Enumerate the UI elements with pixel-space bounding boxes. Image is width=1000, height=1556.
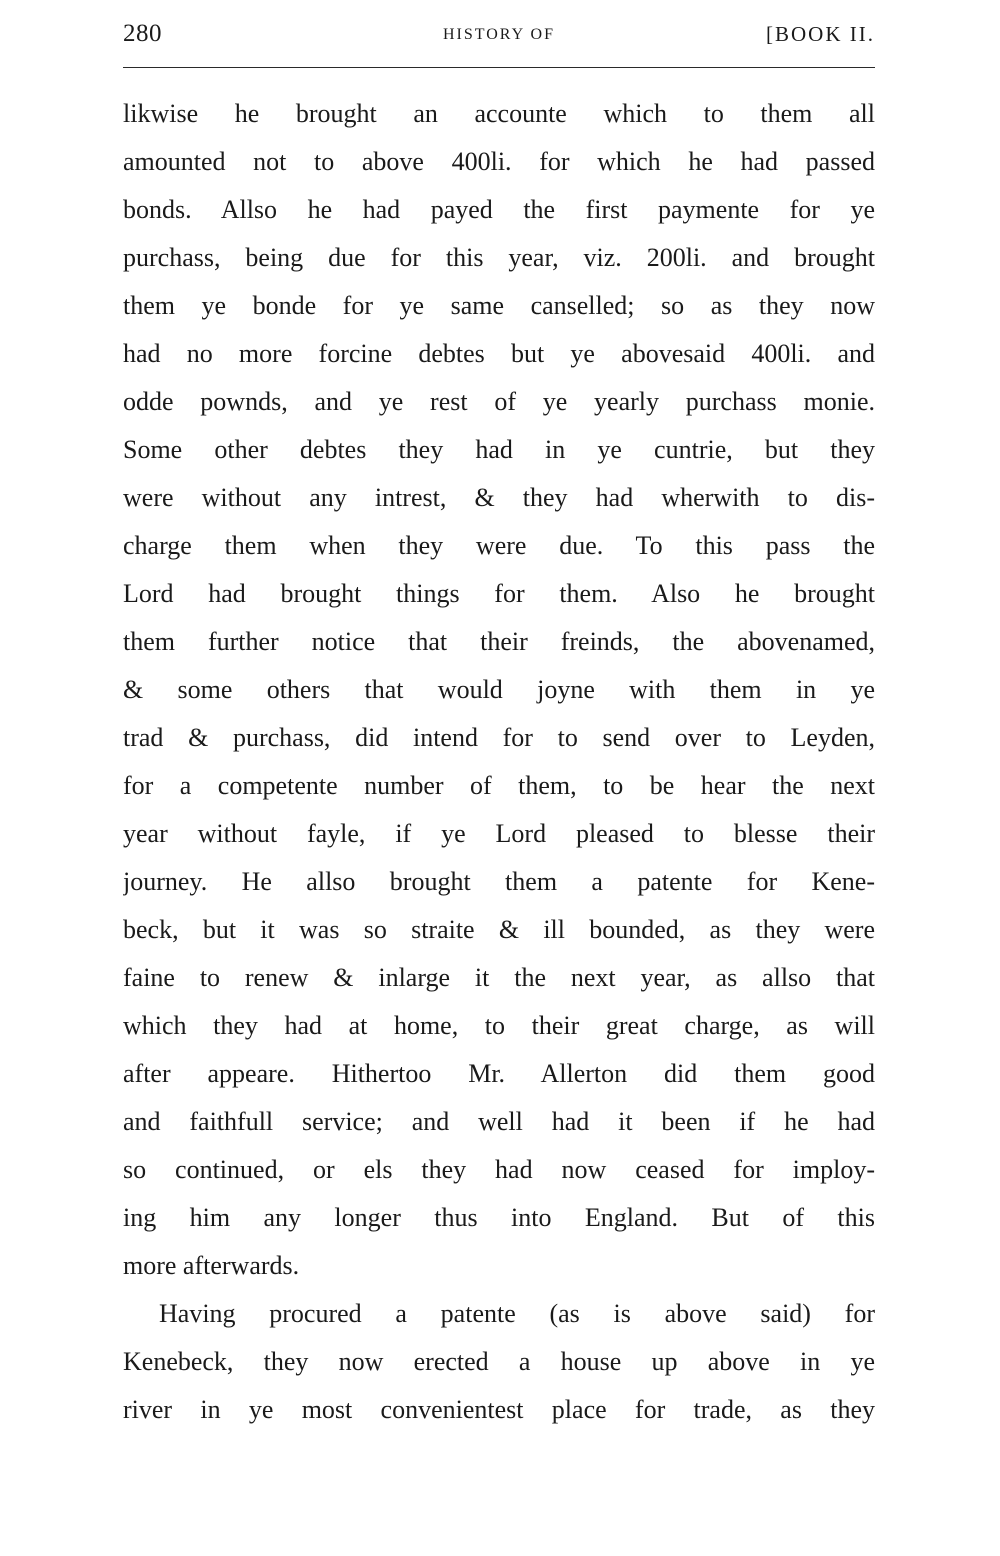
text-line: ing him any longer thus into England. But of this <box>123 1203 875 1232</box>
text-line: Kenebeck, they now erected a house up above in ye <box>123 1347 875 1376</box>
text-line: beck, but it was so straite & ill bounded, as they were <box>123 915 875 944</box>
text-line: and faithfull service; and well had it been if he had <box>123 1107 875 1136</box>
text-line: them ye bonde for ye same canselled; so as they now <box>123 291 875 320</box>
page-number: 280 <box>123 20 162 47</box>
text-line: which they had at home, to their great charge, as will <box>123 1011 875 1040</box>
text-line: Lord had brought things for them. Also he brought <box>123 579 875 608</box>
text-line: for a competente number of them, to be hear the next <box>123 771 875 800</box>
text-line: so continued, or els they had now ceased for imploy- <box>123 1155 875 1184</box>
text-line: journey. He allso brought them a patente for Kene- <box>123 867 875 896</box>
text-line: trad & purchass, did intend for to send over to Leyden, <box>123 723 875 752</box>
running-head <box>123 20 875 50</box>
text-line: bonds. Allso he had payed the first paymente for ye <box>123 195 875 224</box>
text-line: had no more forcine debtes but ye abovesaid 400li. and <box>123 339 875 368</box>
text-line: were without any intrest, & they had wherwith to dis- <box>123 483 875 512</box>
text-line: after appeare. Hithertoo Mr. Allerton did them good <box>123 1059 875 1088</box>
text-line: purchass, being due for this year, viz. 200li. and brought <box>123 243 875 272</box>
text-line: Having procured a patente (as is above said) for <box>159 1299 875 1328</box>
text-line: likwise he brought an accounte which to them all <box>123 99 875 128</box>
text-line: charge them when they were due. To this pass the <box>123 531 875 560</box>
running-title: HISTORY OF <box>442 26 556 43</box>
text-line: them further notice that their freinds, the abovenamed, <box>123 627 875 656</box>
book-label: [BOOK II. <box>766 22 875 46</box>
body-text <box>123 90 875 1434</box>
text-line: more afterwards. <box>123 1251 300 1280</box>
text-line: year without fayle, if ye Lord pleased to blesse their <box>123 819 875 848</box>
text-line: river in ye most convenientest place for trade, as they <box>123 1395 875 1424</box>
text-line: & some others that would joyne with them in ye <box>123 675 875 704</box>
text-line: Some other debtes they had in ye cuntrie, but they <box>123 435 875 464</box>
header-rule <box>123 67 875 68</box>
text-line: faine to renew & inlarge it the next year, as allso that <box>123 963 875 992</box>
text-line: amounted not to above 400li. for which he had passed <box>123 147 875 176</box>
text-line: odde pownds, and ye rest of ye yearly purchass monie. <box>123 387 875 416</box>
